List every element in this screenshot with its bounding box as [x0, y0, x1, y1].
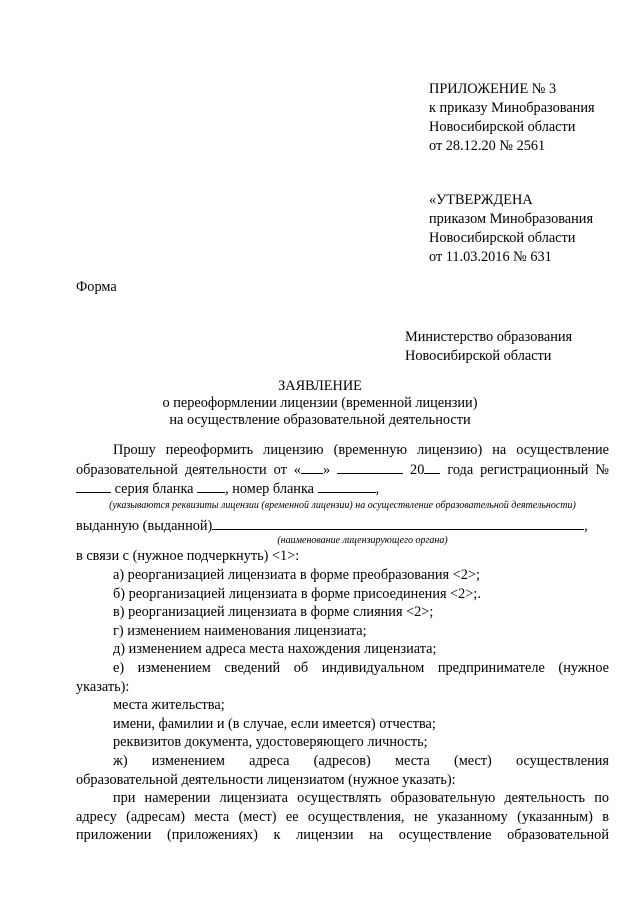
approval-line: приказом Минобразования: [429, 211, 594, 227]
addressee-block: [405, 328, 572, 366]
text-line: выданную (выданной) ,: [76, 517, 588, 534]
approval-block-approved: [429, 191, 593, 267]
text-line: образовательной деятельности от « » 20 года регистрационный №: [76, 461, 610, 478]
option-zh: ж) изменением адреса (адресов) места (мест) осуществления: [113, 752, 609, 769]
text-line: адресу (адресам) места (мест) ее осуществления, не указанному (указанным) в: [76, 808, 609, 825]
addressee-line: Министерство образования: [405, 329, 573, 345]
addressee-line: Новосибирской области: [405, 348, 552, 364]
option-b: б) реорганизацией лицензиата в форме присоединения <2>;.: [113, 585, 481, 602]
sub-option: имени, фамилии и (в случае, если имеется) отчества;: [113, 715, 436, 732]
text-line: Прошу переоформить лицензию (временную лицензию) на осуществление: [113, 442, 609, 458]
approval-line: от 11.03.2016 № 631: [429, 249, 552, 265]
approval-line: Новосибирской области: [429, 230, 576, 246]
year-blank: [424, 460, 440, 474]
document-subtitle: на осуществление образовательной деятельности: [169, 412, 471, 428]
option-e: е) изменением сведений об индивидуальном предпринимателе (нужное: [113, 659, 609, 676]
note-license-details: (указываются реквизиты лицензии (временной лицензии) на осуществление образовательной деятельности): [109, 499, 576, 511]
form-label: Форма: [76, 279, 117, 295]
document-title: ЗАЯВЛЕНИЕ: [278, 378, 362, 394]
document-subtitle: о переоформлении лицензии (временной лицензии): [162, 395, 478, 411]
sub-option: реквизитов документа, удостоверяющего личность;: [113, 734, 428, 751]
option-v: в) реорганизацией лицензиата в форме слияния <2>;: [113, 604, 434, 621]
approval-line: ПРИЛОЖЕНИЕ № 3: [429, 81, 557, 97]
option-g: г) изменением наименования лицензиата;: [113, 622, 367, 639]
option-a: а) реорганизацией лицензиата в форме преобразования <2>;: [113, 566, 480, 583]
approval-line: «УТВЕРЖДЕНА: [429, 192, 533, 208]
form-number-blank: [318, 479, 376, 493]
option-e-cont: указать):: [76, 678, 130, 695]
option-d: д) изменением адреса места нахождения лицензиата;: [113, 641, 437, 658]
day-blank: [301, 460, 323, 474]
text-line: при намерении лицензиата осуществлять образовательную деятельность по: [113, 790, 609, 807]
sub-option: места жительства;: [113, 697, 225, 714]
month-blank: [337, 460, 403, 474]
issuer-blank: [212, 516, 584, 530]
note-issuer: (наименование лицензирующего органа): [277, 535, 448, 547]
approval-line: от 28.12.20 № 2561: [429, 138, 546, 154]
text-line: в связи с (нужное подчеркнуть) <1>:: [76, 548, 300, 565]
approval-block-appendix: [429, 80, 595, 156]
text-line: приложении (приложениях) к лицензии на осуществление образовательной: [76, 827, 609, 844]
series-blank: [197, 479, 225, 493]
number-blank: [76, 479, 111, 493]
option-zh-cont: образовательной деятельности лицензиатом (нужное указать):: [76, 771, 456, 788]
approval-line: к приказу Минобразования: [429, 100, 595, 116]
approval-line: Новосибирской области: [429, 119, 576, 135]
text-line: серия бланка , номер бланка ,: [76, 479, 609, 499]
application-body: [76, 441, 609, 845]
